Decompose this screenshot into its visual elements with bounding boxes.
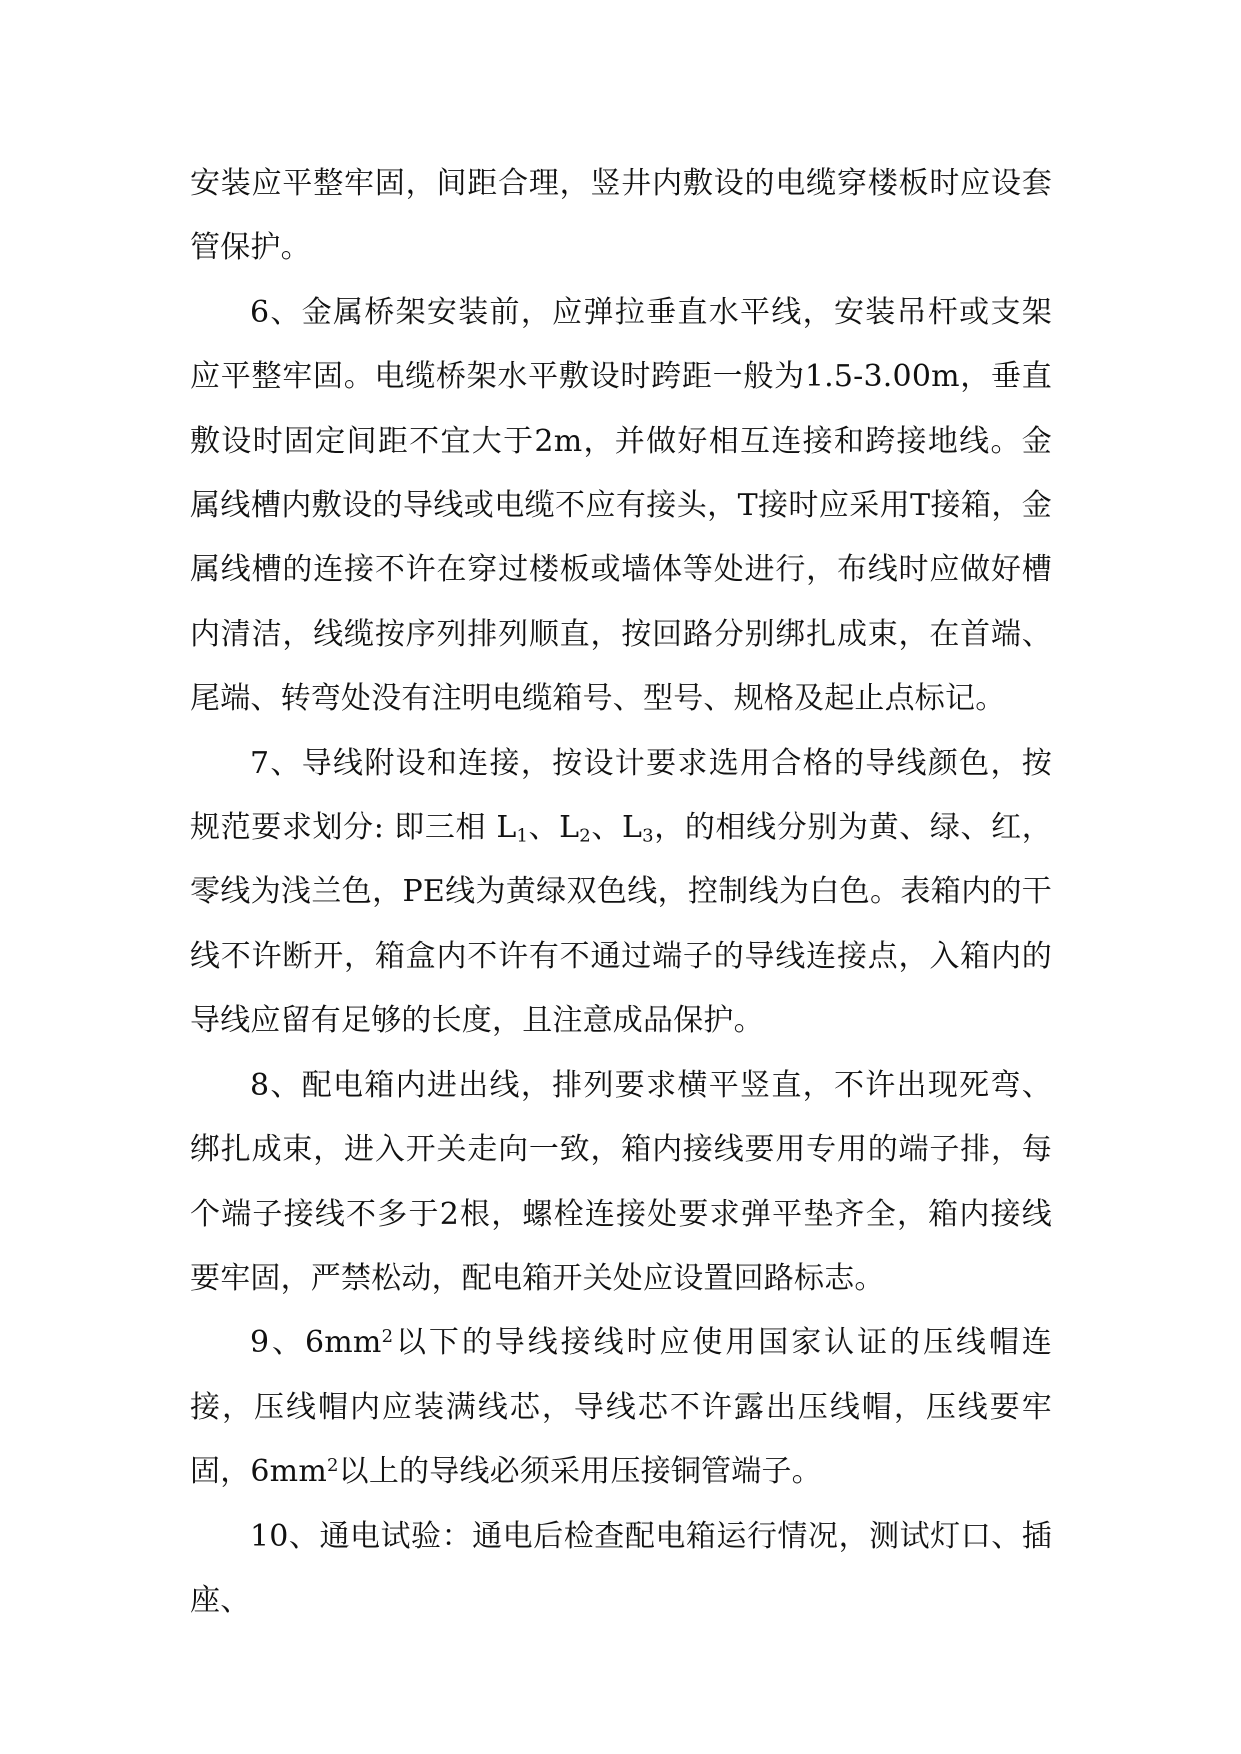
subscript-2: 2 xyxy=(579,825,591,847)
subscript-3: 3 xyxy=(642,825,654,847)
paragraph-item-7-text-4: ，的相线分别为黄、绿、红，零线为浅兰色，PE线为黄绿双色线，控制线为白色。表箱内的干线不许断开，箱盒内不许有不通过端子的导线连接点，入箱内的导线应留有足够的长度，且注意成品保护。 xyxy=(190,810,1052,1039)
paragraph-item-10: 10、通电试验：通电后检查配电箱运行情况，测试灯口、插座、 xyxy=(190,1518,1052,1618)
paragraph-item-9-text-1: 9、6mm xyxy=(250,1325,382,1361)
paragraph-item-8: 8、配电箱内进出线，排列要求横平竖直，不许出现死弯、绑扎成束，进入开关走向一致，箱内接线要用专用的端子排，每个端子接线不多于2根，螺栓连接处要求弹平垫齐全，箱内接线要牢固，严禁松动，配电箱开关处应设置回路标志。 xyxy=(190,1067,1052,1296)
subscript-1: 1 xyxy=(516,825,529,847)
paragraph-item-6: 6、金属桥架安装前，应弹拉垂直水平线，安装吊杆或支架应平整牢固。电缆桥架水平敷设时跨距一般为1.5-3.00m，垂直敷设时固定间距不宜大于2m，并做好相互连接和跨接地线。金属线槽内敷设的导线或电缆不应有接头，T接时应采用T接箱，金属线槽的连接不许在穿过楼板或墙体等处进行，布线时应做好槽内清洁，线缆按序列排列顺直，按回路分别绑扎成束，在首端、尾端、转弯处没有注明电缆箱号、型号、规格及起止点标记。 xyxy=(190,294,1052,717)
paragraph-item-7 xyxy=(190,732,1052,1054)
document-page xyxy=(190,152,1052,1633)
paragraph-continuation: 安装应平整牢固，间距合理，竖井内敷设的电缆穿楼板时应设套管保护。 xyxy=(190,166,1052,266)
paragraph-item-9 xyxy=(190,1311,1052,1504)
paragraph-item-9-text-2: 以下的导线接线时应使用国家认证的压线帽连接，压线帽内应装满线芯，导线芯不许露出压线帽，压线要牢固，6mm xyxy=(190,1325,1053,1490)
paragraph-item-9-text-3: 以上的导线必须采用压接铜管端子。 xyxy=(338,1454,822,1490)
superscript-2: 2 xyxy=(326,1455,339,1477)
paragraph-item-7-text-1: 7、导线附设和连接，按设计要求选用合格的导线颜色，按规范要求划分: 即三相 L xyxy=(190,745,1052,846)
paragraph-item-7-text-2: 、L xyxy=(528,810,580,846)
superscript-1: 2 xyxy=(381,1326,394,1348)
paragraph-item-7-text-3: 、L xyxy=(590,810,643,846)
